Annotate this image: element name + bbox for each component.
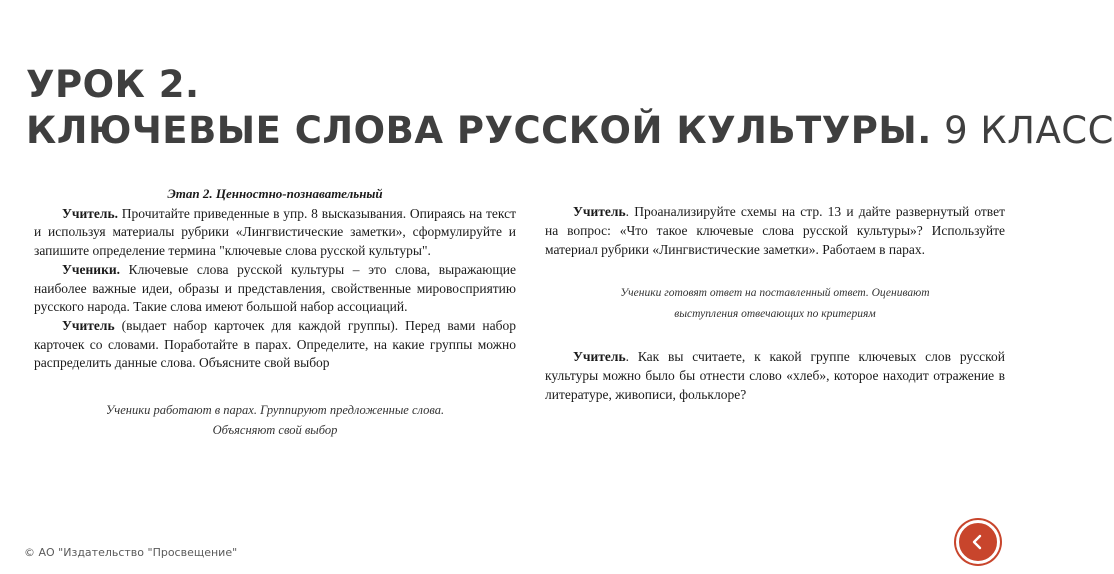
speaker-label: Учитель.	[62, 205, 119, 221]
paragraph-text: Прочитайте приведенные в упр. 8 высказывания. Опираясь на текст и используя материалы рубрики «Лингвистические заметки», сформулируйте и запишите определение термина "ключевые слова русской культуры".	[34, 205, 516, 259]
right-paragraph-1	[545, 202, 1005, 259]
lesson-text-right	[545, 202, 1005, 404]
lesson-text-left	[34, 185, 516, 440]
paragraph-text: . Как вы считаете, к какой группе ключевых слов русской культуры можно было бы отнести слово «хлеб», которое находит отражение в литературе, живописи, фольклоре?	[545, 349, 1005, 402]
speaker-label: Учитель	[573, 349, 626, 364]
title-grade: 9 КЛАСС	[931, 109, 1114, 152]
left-paragraph-3	[34, 317, 516, 373]
back-nav-button[interactable]	[956, 520, 1000, 564]
left-student-note	[34, 400, 516, 440]
note-line: Объясняют свой выбор	[212, 423, 338, 438]
paragraph-text: Ключевые слова русской культуры – это слова, выражающие наиболее важные идеи, образы и представления, свойственные мировосприятию русского народа. Такие слова имеют большой набор ассоциаций.	[34, 261, 516, 315]
slide-title	[26, 62, 1114, 154]
note-line: выступления отвечающих по критериям	[674, 308, 876, 320]
left-paragraph-1	[34, 205, 516, 261]
right-paragraph-2	[545, 347, 1005, 404]
copyright-footer: © АО "Издательство "Просвещение"	[24, 546, 238, 559]
paragraph-text: (выдает набор карточек для каждой группы). Перед вами набор карточек со словами. Поработайте в парах. Определите, на какие группы можно распределить данные слова. Объясните свой выбор	[34, 317, 516, 371]
title-line-1: УРОК 2.	[26, 63, 200, 106]
note-line: Ученики работают в парах. Группируют предложенные слова.	[105, 403, 445, 418]
speaker-label: Учитель	[573, 204, 626, 219]
right-student-note	[545, 283, 1005, 325]
stage-heading: Этап 2. Ценностно-познавательный	[167, 186, 383, 201]
note-line: Ученики готовят ответ на поставленный ответ. Оценивают	[620, 287, 930, 299]
left-paragraph-2	[34, 261, 516, 317]
speaker-label: Учитель	[62, 317, 115, 333]
paragraph-text: . Проанализируйте схемы на стр. 13 и дайте развернутый ответ на вопрос: «Что такое ключевые слова русской культуры»? Используйте материал рубрики «Лингвистические заметки». Работаем в парах.	[545, 204, 1005, 257]
speaker-label: Ученики.	[62, 261, 121, 277]
title-line-2-bold: КЛЮЧЕВЫЕ СЛОВА РУССКОЙ КУЛЬТУРЫ.	[26, 109, 932, 152]
title-line-2	[26, 109, 1114, 152]
arrow-left-icon	[967, 531, 989, 553]
